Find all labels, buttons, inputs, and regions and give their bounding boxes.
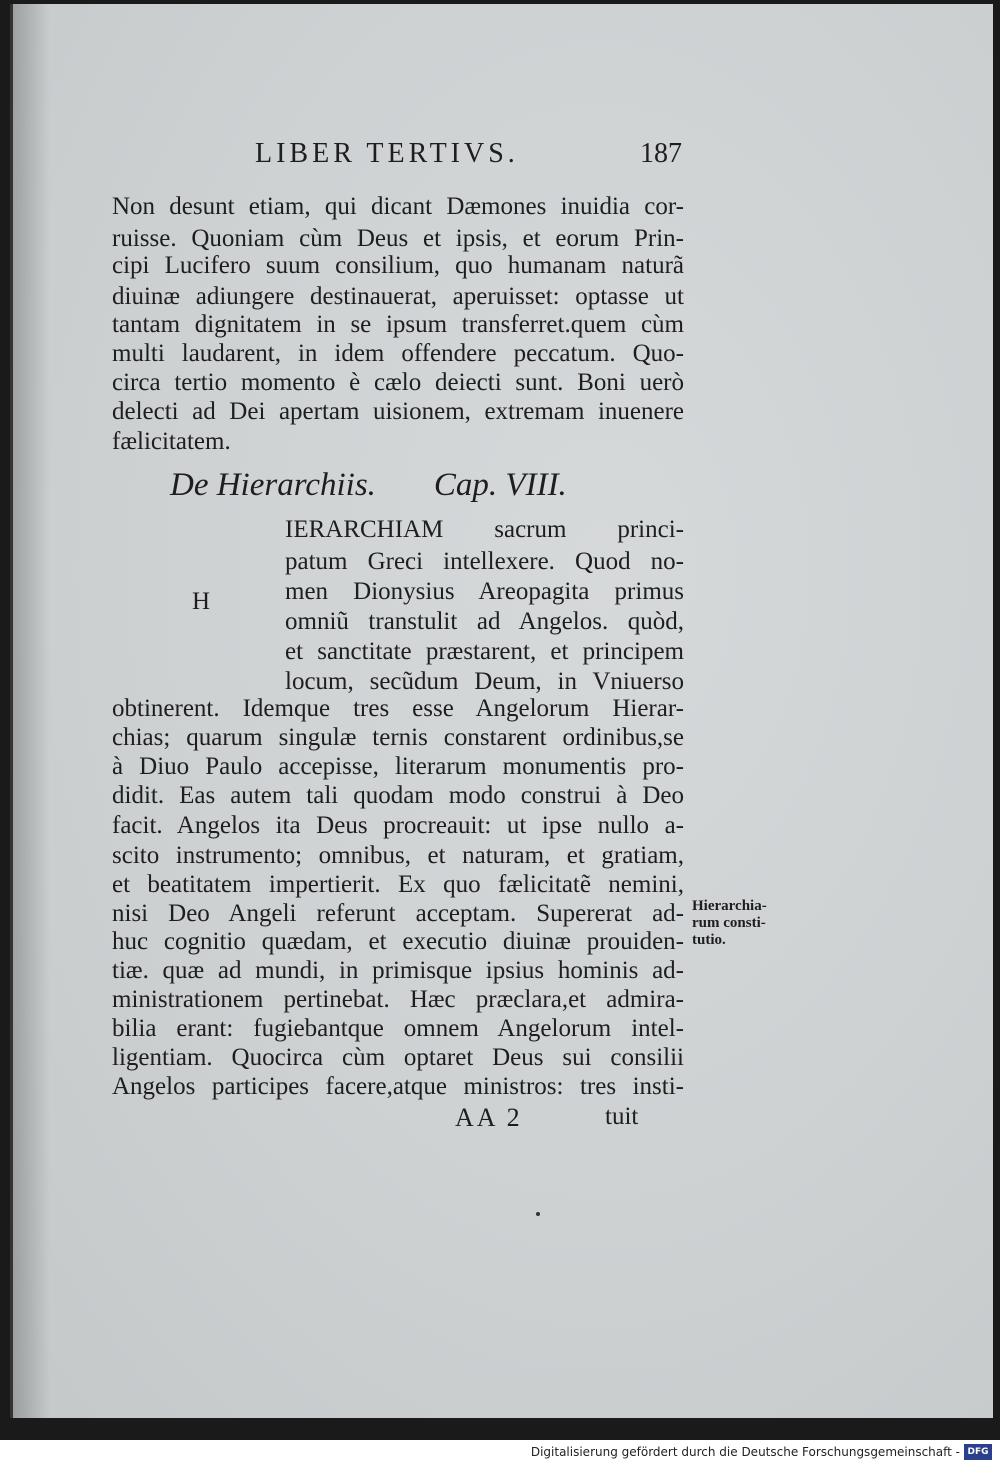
- body-line: scito instrumento; omnibus, et naturam, et gratiam,: [112, 842, 684, 869]
- body-line: Angelos participes facere,atque ministros: tres insti-: [112, 1073, 684, 1100]
- body-line: Non desunt etiam, qui dicant Dæmones inuidia cor-: [112, 193, 684, 220]
- body-line: IERARCHIAM sacrum princi-: [285, 516, 684, 543]
- body-line: circa tertio momento è cælo deiecti sunt. Boni uerò: [112, 369, 684, 396]
- body-line: fælicitatem.: [112, 428, 231, 455]
- catchword: tuit: [605, 1103, 639, 1130]
- body-line: huc cognitio quædam, et executio diuinæ prouiden-: [112, 928, 684, 955]
- body-line: ministrationem pertinebat. Hæc præclara,et admira-: [112, 986, 684, 1013]
- initial-letter: H: [192, 588, 211, 615]
- gutter-shadow: [10, 4, 50, 1418]
- body-line: chias; quarum singulæ ternis constarent ordinibus,se: [112, 724, 684, 751]
- body-line: bilia erant: fugiebantque omnem Angelorum intel-: [112, 1015, 684, 1042]
- marginal-note: [692, 898, 767, 949]
- body-line: didit. Eas autem tali quodam modo construi à Deo: [112, 782, 684, 809]
- body-line: locum, secũdum Deum, in Vniuerso: [285, 668, 684, 695]
- running-head: LIBER TERTIVS.: [255, 138, 519, 169]
- body-line: men Dionysius Areopagita primus: [285, 578, 684, 605]
- body-line: nisi Deo Angeli referunt acceptam. Supererat ad-: [112, 900, 684, 927]
- body-line: à Diuo Paulo accepisse, literarum monumentis pro-: [112, 753, 684, 780]
- chapter-heading: [170, 467, 567, 504]
- body-line: obtinerent. Idemque tres esse Angelorum Hierar-: [112, 695, 684, 722]
- body-line: delecti ad Dei apertam uisionem, extremam inuenere: [112, 398, 684, 425]
- chapter-number: Cap. VIII.: [433, 467, 567, 503]
- ink-speck: [536, 1212, 540, 1216]
- body-line: cipi Lucifero suum consilium, quo humanam naturã: [112, 252, 684, 279]
- body-line: et beatitatem impertierit. Ex quo fælicitatẽ nemini,: [112, 871, 684, 898]
- footer-bar: [0, 1440, 1000, 1467]
- body-line: tiæ. quæ ad mundi, in primisque ipsius hominis ad-: [112, 957, 684, 984]
- body-line: patum Greci intellexere. Quod no-: [285, 548, 684, 575]
- body-line: et sanctitate præstarent, et principem: [285, 638, 684, 665]
- signature-mark: AA 2: [455, 1103, 523, 1132]
- body-line: tantam dignitatem in se ipsum transferret.quem cùm: [112, 311, 684, 338]
- body-line: ligentiam. Quocirca cùm optaret Deus sui consilii: [112, 1044, 684, 1071]
- marginal-note-line: Hierarchia-: [692, 898, 767, 914]
- body-line: ruisse. Quoniam cùm Deus et ipsis, et eorum Prin-: [112, 225, 684, 252]
- marginal-note-line: rum consti-: [692, 915, 766, 931]
- dfg-logo: DFG: [964, 1444, 992, 1460]
- body-line: diuinæ adiungere destinauerat, aperuisset: optasse ut: [112, 283, 684, 310]
- marginal-note-line: tutio.: [692, 932, 726, 948]
- funding-credit: Digitalisierung gefördert durch die Deutsche Forschungsgemeinschaft -: [530, 1445, 960, 1459]
- page-number: 187: [640, 138, 682, 169]
- body-line: facit. Angelos ita Deus procreauit: ut ipse nullo a-: [112, 812, 684, 839]
- chapter-title: De Hierarchiis.: [170, 467, 376, 503]
- body-line: omniũ transtulit ad Angelos. quòd,: [285, 608, 684, 635]
- body-line: multi laudarent, in idem offendere peccatum. Quo-: [112, 340, 684, 367]
